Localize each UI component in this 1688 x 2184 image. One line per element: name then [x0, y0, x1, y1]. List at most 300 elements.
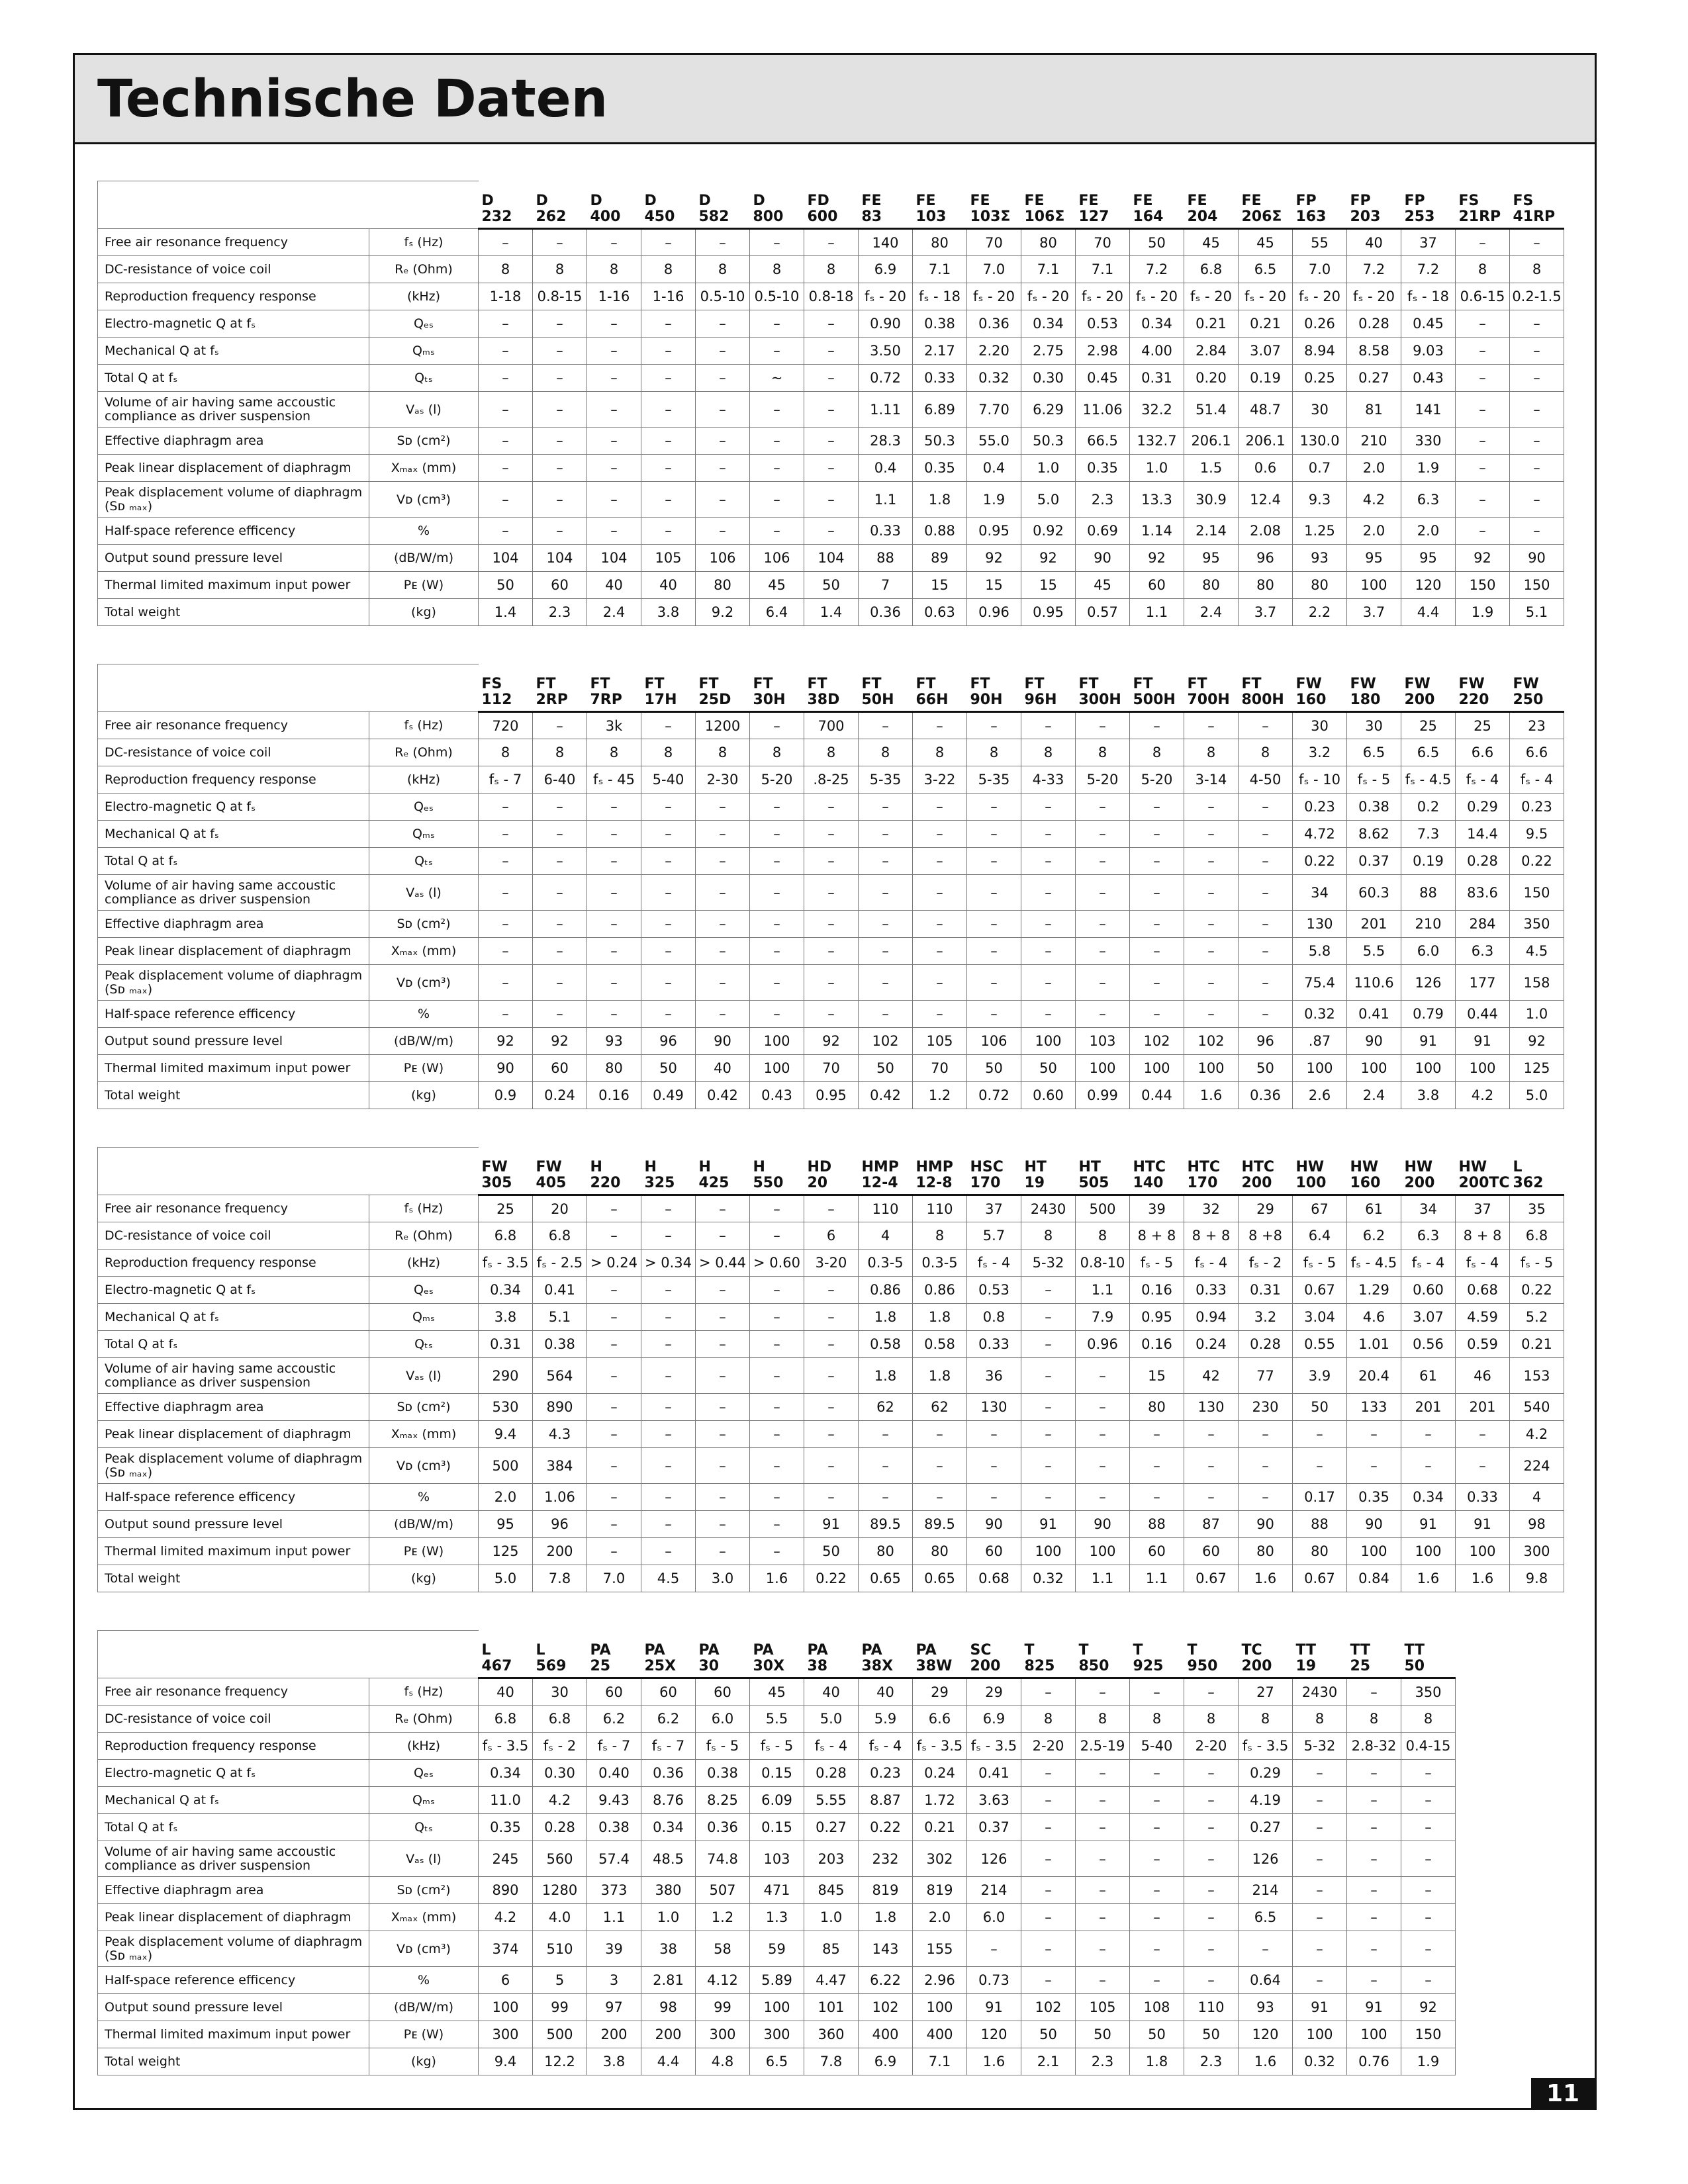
table-cell: – [1021, 1448, 1076, 1484]
table-cell: 6.9 [967, 1706, 1021, 1733]
table-cell: fₛ - 20 [1021, 283, 1076, 310]
row-symbol: (dB/W/m) [369, 1994, 479, 2021]
model-number: 112 [481, 692, 512, 708]
table-cell: – [1076, 821, 1130, 848]
row-symbol: Qₑₛ [369, 794, 479, 821]
table-row [98, 310, 1564, 338]
model-series: D [481, 193, 494, 209]
model-header [1456, 664, 1510, 712]
table-cell: 7.0 [587, 1565, 641, 1592]
table-cell: – [804, 938, 859, 965]
model-number: 500H [1133, 692, 1176, 708]
table-cell: – [1130, 1448, 1184, 1484]
table-row [98, 1760, 1456, 1787]
model-header [859, 664, 913, 712]
table-cell: 91 [1021, 1511, 1076, 1538]
table-cell: 90 [1347, 1511, 1401, 1538]
table-cell: 0.27 [804, 1814, 859, 1841]
table-cell: – [1076, 1394, 1130, 1421]
table-cell: – [1456, 365, 1510, 392]
table-cell: 0.34 [1401, 1484, 1456, 1511]
table-cell: 0.22 [859, 1814, 913, 1841]
table-cell: – [533, 229, 587, 256]
table-cell: – [479, 455, 533, 482]
table-cell: 2-20 [1184, 1733, 1239, 1760]
table-cell: 890 [533, 1394, 587, 1421]
model-series: FE [1078, 193, 1099, 209]
row-symbol: Pᴇ (W) [369, 2021, 479, 2048]
row-label: Reproduction frequency response [98, 1250, 369, 1277]
model-number: 160 [1350, 1175, 1381, 1191]
model-series: PA [753, 1642, 774, 1659]
table-cell: 45 [1184, 229, 1239, 256]
table-cell: 0.41 [967, 1760, 1021, 1787]
table-cell: 8 + 8 [1184, 1222, 1239, 1250]
model-number: 30 [698, 1658, 720, 1674]
table-cell: – [1184, 821, 1239, 848]
table-cell: 245 [479, 1841, 533, 1877]
table-cell: 92 [1510, 1028, 1564, 1055]
row-symbol: Vₐₛ (l) [369, 1358, 479, 1394]
table-cell: – [641, 965, 696, 1001]
table-cell: – [967, 875, 1021, 911]
table-cell: 0.22 [1510, 1277, 1564, 1304]
table-cell: 0.20 [1184, 365, 1239, 392]
table-cell: 80 [859, 1538, 913, 1565]
table-cell: – [750, 1394, 804, 1421]
table-cell: 8 [913, 1222, 967, 1250]
table-cell: – [1401, 1931, 1456, 1967]
table-cell: – [1347, 1877, 1401, 1904]
table-cell: – [750, 1277, 804, 1304]
table-cell: 8 [641, 739, 696, 766]
table-cell: 51.4 [1184, 392, 1239, 428]
model-series: FW [1295, 676, 1322, 692]
model-series: FE [970, 193, 990, 209]
table-cell: 70 [1076, 229, 1130, 256]
table-cell: 2.6 [1293, 1082, 1347, 1109]
table-cell: 0.72 [967, 1082, 1021, 1109]
table-cell: – [1021, 1877, 1076, 1904]
table-cell: 8 [696, 256, 750, 283]
model-number: 400 [590, 208, 621, 225]
table-cell: – [479, 229, 533, 256]
table-cell: 0.4 [967, 455, 1021, 482]
model-series: HT [1078, 1159, 1101, 1175]
table-cell: 373 [587, 1877, 641, 1904]
table-cell: – [1456, 518, 1510, 545]
row-symbol: Sᴅ (cm²) [369, 1877, 479, 1904]
table-cell: 13.3 [1130, 482, 1184, 518]
table-cell: 100 [1347, 1055, 1401, 1082]
table-cell: 50 [804, 1538, 859, 1565]
table-cell: 20.4 [1347, 1358, 1401, 1394]
table-cell: – [1239, 848, 1293, 875]
model-number: 38X [861, 1658, 894, 1674]
model-series: FS [1513, 193, 1534, 209]
model-number: 103Σ [970, 208, 1011, 225]
table-cell: – [913, 848, 967, 875]
table-cell: 130.0 [1293, 428, 1347, 455]
table-cell: 61 [1347, 1195, 1401, 1222]
row-symbol: Pᴇ (W) [369, 1538, 479, 1565]
model-number: 38D [807, 692, 840, 708]
table-cell: fₛ - 5 [1293, 1250, 1347, 1277]
row-symbol: Xₘₐₓ (mm) [369, 938, 479, 965]
table-cell: 5.0 [1510, 1082, 1564, 1109]
table-cell: – [1239, 1448, 1293, 1484]
model-number: 19 [1024, 1175, 1045, 1191]
model-header [1401, 664, 1456, 712]
row-symbol: Rₑ (Ohm) [369, 1222, 479, 1250]
table-cell: – [1184, 1904, 1239, 1931]
table-cell: 1.1 [1076, 1277, 1130, 1304]
table-cell: 90 [1510, 545, 1564, 572]
table-cell: 1.11 [859, 392, 913, 428]
table-cell: 0.68 [967, 1565, 1021, 1592]
table-cell: – [533, 518, 587, 545]
table-cell: – [1510, 310, 1564, 338]
table-cell: – [587, 392, 641, 428]
table-cell: 0.59 [1456, 1331, 1510, 1358]
table-cell: – [641, 482, 696, 518]
table-cell: 0.73 [967, 1967, 1021, 1994]
table-cell: 0.30 [1021, 365, 1076, 392]
model-number: 163 [1295, 208, 1327, 225]
table-cell: 0.34 [1021, 310, 1076, 338]
table-cell: 6.2 [1347, 1222, 1401, 1250]
table-cell: 1.6 [1239, 2048, 1293, 2075]
table-cell: fₛ - 5 [1130, 1250, 1184, 1277]
table-cell: 0.53 [967, 1277, 1021, 1304]
table-cell: 0.37 [967, 1814, 1021, 1841]
table-cell: – [1456, 338, 1510, 365]
model-series: TT [1350, 1642, 1371, 1659]
model-series: D [536, 193, 548, 209]
table-cell: 3.8 [587, 2048, 641, 2075]
table-cell: – [1076, 1877, 1130, 1904]
table-row [98, 338, 1564, 365]
table-cell: 5.89 [750, 1967, 804, 1994]
table-cell: 8.58 [1347, 338, 1401, 365]
model-number: 220 [590, 1175, 621, 1191]
table-cell: 0.79 [1401, 1001, 1456, 1028]
table-cell: 4.2 [479, 1904, 533, 1931]
row-symbol: Pᴇ (W) [369, 572, 479, 599]
table-cell: 150 [1510, 875, 1564, 911]
row-symbol: (kHz) [369, 1250, 479, 1277]
table-cell: 130 [1184, 1394, 1239, 1421]
model-number: 38W [915, 1658, 953, 1674]
table-cell: – [750, 911, 804, 938]
table-cell: 0.65 [859, 1565, 913, 1592]
table-cell: – [641, 310, 696, 338]
row-label: Total weight [98, 2048, 369, 2075]
table-cell: 0.21 [913, 1814, 967, 1841]
table-cell: – [1293, 1967, 1347, 1994]
table-cell: – [587, 821, 641, 848]
table-cell: 1.3 [750, 1904, 804, 1931]
table-cell: 2.75 [1021, 338, 1076, 365]
table-cell: 1.9 [1401, 2048, 1456, 2075]
row-symbol: (dB/W/m) [369, 545, 479, 572]
table-cell: 1-16 [641, 283, 696, 310]
table-cell: 7.0 [1293, 256, 1347, 283]
table-cell: 28.3 [859, 428, 913, 455]
model-header [1076, 1631, 1130, 1678]
table-cell: 92 [479, 1028, 533, 1055]
table-cell: – [750, 1304, 804, 1331]
table-cell: – [1293, 1787, 1347, 1814]
table-cell: 0.22 [1510, 848, 1564, 875]
model-number: 96H [1024, 692, 1057, 708]
table-cell: 5.0 [804, 1706, 859, 1733]
table-cell: 0.21 [1510, 1331, 1564, 1358]
table-cell: 380 [641, 1877, 696, 1904]
table-cell: 177 [1456, 965, 1510, 1001]
table-cell: 106 [696, 545, 750, 572]
row-label: Mechanical Q at fₛ [98, 338, 369, 365]
row-symbol: Vᴅ (cm³) [369, 1448, 479, 1484]
table-cell: – [587, 338, 641, 365]
table-cell: fₛ - 20 [1184, 283, 1239, 310]
table-row [98, 1877, 1456, 1904]
table-cell: – [1347, 1931, 1401, 1967]
table-cell: 300 [750, 2021, 804, 2048]
row-label: Free air resonance frequency [98, 1195, 369, 1222]
table-cell: – [533, 875, 587, 911]
row-symbol: % [369, 1484, 479, 1511]
table-cell: 0.95 [1021, 599, 1076, 626]
model-series: D [590, 193, 602, 209]
row-symbol: Pᴇ (W) [369, 1055, 479, 1082]
model-series: FT [590, 676, 610, 692]
table-cell: – [967, 794, 1021, 821]
table-cell: – [1076, 1931, 1130, 1967]
table-cell: 91 [1456, 1028, 1510, 1055]
row-symbol: (kg) [369, 2048, 479, 2075]
table-row [98, 283, 1564, 310]
table-cell: 5-40 [641, 766, 696, 794]
table-cell: 203 [804, 1841, 859, 1877]
table-cell: 350 [1401, 1678, 1456, 1706]
table-cell: 100 [1293, 1055, 1347, 1082]
table-cell: – [750, 1538, 804, 1565]
row-label: Electro-magnetic Q at fₛ [98, 1277, 369, 1304]
table-cell: 0.6 [1239, 455, 1293, 482]
table-cell: 300 [479, 2021, 533, 2048]
table-cell: 300 [1510, 1538, 1564, 1565]
table-cell: 8 + 8 [1456, 1222, 1510, 1250]
table-cell: – [587, 482, 641, 518]
table-cell: 3k [587, 712, 641, 739]
table-cell: 50.3 [1021, 428, 1076, 455]
table-cell: 15 [1021, 572, 1076, 599]
table-cell: 7.3 [1401, 821, 1456, 848]
table-cell: 530 [479, 1394, 533, 1421]
table-cell: – [1021, 875, 1076, 911]
table-cell: – [1456, 392, 1510, 428]
model-number: 83 [861, 208, 882, 225]
table-cell: 0.22 [804, 1565, 859, 1592]
table-cell: – [533, 428, 587, 455]
table-row [98, 1967, 1456, 1994]
model-number: 164 [1133, 208, 1164, 225]
table-cell: 1.6 [750, 1565, 804, 1592]
table-cell: – [967, 1448, 1021, 1484]
table-cell: 158 [1510, 965, 1564, 1001]
model-header [696, 1631, 750, 1678]
table-cell: 0.99 [1076, 1082, 1130, 1109]
table-cell: 106 [967, 1028, 1021, 1055]
table-cell: fₛ - 4.5 [1401, 766, 1456, 794]
table-cell: 87 [1184, 1511, 1239, 1538]
table-cell: 0.21 [1184, 310, 1239, 338]
table-cell: – [1021, 911, 1076, 938]
table-cell: 0.92 [1021, 518, 1076, 545]
row-symbol: Vₐₛ (l) [369, 875, 479, 911]
model-series: D [698, 193, 711, 209]
table-cell: 5.5 [750, 1706, 804, 1733]
model-number: 220 [1458, 692, 1489, 708]
table-cell: 0.8-18 [804, 283, 859, 310]
model-header [479, 1148, 533, 1195]
table-cell: 6.0 [1401, 938, 1456, 965]
table-cell: 45 [750, 1678, 804, 1706]
table-cell: 153 [1510, 1358, 1564, 1394]
table-row [98, 1904, 1456, 1931]
table-cell: – [1456, 455, 1510, 482]
row-symbol: Qₘₛ [369, 338, 479, 365]
table-cell: – [587, 1511, 641, 1538]
table-cell: 206.1 [1239, 428, 1293, 455]
table-cell: – [696, 365, 750, 392]
table-cell: 0.32 [1021, 1565, 1076, 1592]
table-cell: 20 [533, 1195, 587, 1222]
table-cell: 3.7 [1239, 599, 1293, 626]
table-cell: 6.29 [1021, 392, 1076, 428]
table-cell: 80 [913, 229, 967, 256]
model-number: 305 [481, 1175, 512, 1191]
table-cell: 39 [1130, 1195, 1184, 1222]
row-label: Output sound pressure level [98, 1511, 369, 1538]
header-blank [98, 664, 369, 712]
table-cell: 0.33 [859, 518, 913, 545]
table-row [98, 1706, 1456, 1733]
table-cell: – [1021, 1421, 1076, 1448]
table-cell: 96 [533, 1511, 587, 1538]
model-number: 103 [915, 208, 947, 225]
table-cell: 0.58 [859, 1331, 913, 1358]
table-cell: – [696, 1484, 750, 1511]
model-header [1130, 1631, 1184, 1678]
model-header [1239, 181, 1293, 229]
table-row [98, 518, 1564, 545]
model-number: 170 [970, 1175, 1001, 1191]
table-cell: 105 [913, 1028, 967, 1055]
table-cell: – [1076, 848, 1130, 875]
model-series: HTC [1133, 1159, 1166, 1175]
table-cell: 91 [1401, 1028, 1456, 1055]
table-cell: – [967, 1001, 1021, 1028]
table-cell: – [750, 1001, 804, 1028]
table-cell: 50 [859, 1055, 913, 1082]
table-row [98, 739, 1564, 766]
table-cell: – [1456, 1448, 1510, 1484]
model-number: 160 [1295, 692, 1327, 708]
table-cell: – [804, 875, 859, 911]
table-cell: 60 [1130, 572, 1184, 599]
table-cell: 30.9 [1184, 482, 1239, 518]
table-cell: – [1021, 1967, 1076, 1994]
row-label: Electro-magnetic Q at fₛ [98, 310, 369, 338]
table-cell: 0.34 [479, 1277, 533, 1304]
table-cell: fₛ - 20 [1239, 283, 1293, 310]
table-cell: – [641, 1358, 696, 1394]
table-cell: – [696, 1001, 750, 1028]
table-cell: 8 [1184, 1706, 1239, 1733]
table-cell: 8.62 [1347, 821, 1401, 848]
table-cell: 0.27 [1347, 365, 1401, 392]
table-cell: 201 [1347, 911, 1401, 938]
table-cell: 0.4-15 [1401, 1733, 1456, 1760]
table-cell: 9.3 [1293, 482, 1347, 518]
table-cell: 1.0 [641, 1904, 696, 1931]
table-cell: 3.2 [1239, 1304, 1293, 1331]
table-cell: 6.6 [913, 1706, 967, 1733]
table-cell: 2.84 [1184, 338, 1239, 365]
table-cell: 0.42 [859, 1082, 913, 1109]
table-cell: 9.2 [696, 599, 750, 626]
model-header [1293, 1631, 1347, 1678]
model-header [750, 1631, 804, 1678]
row-symbol: Vₐₛ (l) [369, 392, 479, 428]
table-cell: 50 [1239, 1055, 1293, 1082]
table-cell: 0.96 [1076, 1331, 1130, 1358]
table-cell: fₛ - 4 [859, 1733, 913, 1760]
table-cell: 77 [1239, 1358, 1293, 1394]
model-header [750, 664, 804, 712]
table-cell: fₛ - 10 [1293, 766, 1347, 794]
table-row [98, 1484, 1564, 1511]
table-cell: 0.28 [1456, 848, 1510, 875]
table-cell: 0.64 [1239, 1967, 1293, 1994]
table-cell: 0.36 [859, 599, 913, 626]
table-row [98, 794, 1564, 821]
table-cell: 4 [859, 1222, 913, 1250]
table-cell: 330 [1401, 428, 1456, 455]
table-cell: 100 [1021, 1538, 1076, 1565]
table-cell: 4.47 [804, 1967, 859, 1994]
table-cell: – [804, 310, 859, 338]
table-cell: 0.35 [913, 455, 967, 482]
table-cell: 0.5-10 [696, 283, 750, 310]
table-cell: – [750, 965, 804, 1001]
table-cell: 110 [859, 1195, 913, 1222]
table-cell: – [1021, 794, 1076, 821]
row-label: Thermal limited maximum input power [98, 2021, 369, 2048]
table-cell: 60 [1184, 1538, 1239, 1565]
table-cell: – [1347, 1421, 1401, 1448]
table-cell: – [1076, 938, 1130, 965]
table-cell: – [804, 1001, 859, 1028]
table-cell: 1.9 [967, 482, 1021, 518]
table-cell: 37 [1456, 1195, 1510, 1222]
table-cell: 4.2 [1510, 1421, 1564, 1448]
table-cell: 91 [1347, 1994, 1401, 2021]
model-number: 90H [970, 692, 1003, 708]
table-cell: – [479, 338, 533, 365]
